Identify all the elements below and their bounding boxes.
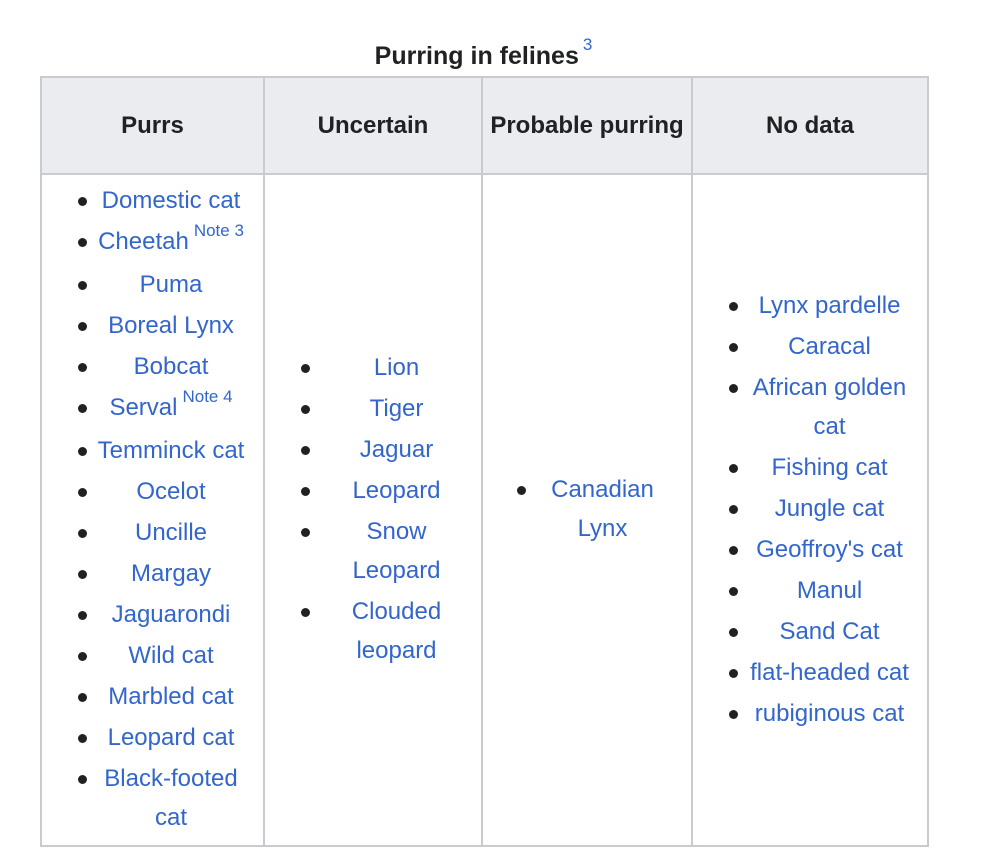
list-item-text <box>330 592 463 670</box>
list-item <box>729 286 915 325</box>
cell-uncertain <box>264 174 482 846</box>
list-item <box>729 368 915 446</box>
species-link[interactable]: Ocelot <box>136 478 206 505</box>
note-reference-link[interactable]: Note 3 <box>193 221 244 240</box>
bullet-icon <box>78 281 87 290</box>
list-item <box>78 431 249 470</box>
bullet-icon <box>301 446 310 455</box>
list-item-text <box>330 430 463 469</box>
bullet-icon <box>729 343 738 352</box>
bullet-icon <box>729 384 738 393</box>
bullet-icon <box>78 734 87 743</box>
bullet-icon <box>78 197 87 206</box>
species-link[interactable]: Temminck cat <box>97 437 245 464</box>
species-link[interactable]: Geoffroy's cat <box>756 535 903 563</box>
species-link[interactable]: Wild cat <box>128 642 214 669</box>
list-item <box>78 554 249 593</box>
list-item-text <box>744 653 915 692</box>
species-link[interactable]: Lynx pardelle <box>758 291 901 319</box>
list-item-text <box>93 431 249 470</box>
list-item-text <box>93 554 249 593</box>
bullet-icon <box>78 529 87 538</box>
species-link[interactable]: Leopard <box>352 477 441 504</box>
bullet-icon <box>729 302 738 311</box>
species-link[interactable]: Puma <box>139 271 203 298</box>
list-item <box>78 718 249 757</box>
list-item-text <box>93 306 249 345</box>
no-data-list <box>693 286 927 733</box>
bullet-icon <box>78 238 87 247</box>
species-link[interactable]: Serval <box>109 394 178 421</box>
list-item <box>301 592 463 670</box>
list-item <box>517 470 669 548</box>
header-row <box>41 77 928 174</box>
list-item <box>301 348 463 387</box>
list-item-text <box>744 286 915 325</box>
species-link[interactable]: Lion <box>373 354 420 381</box>
list-item-text <box>93 265 249 304</box>
list-item <box>78 595 249 634</box>
species-link[interactable]: rubiginous cat <box>754 699 905 727</box>
list-item-text <box>93 595 249 634</box>
bullet-icon <box>729 505 738 514</box>
cell-no-data <box>692 174 928 846</box>
list-item-text <box>744 368 915 446</box>
bullet-icon <box>729 710 738 719</box>
species-link[interactable]: Jungle cat <box>774 494 885 522</box>
list-item <box>729 327 915 366</box>
list-item <box>78 222 249 263</box>
bullet-icon <box>78 570 87 579</box>
species-link[interactable]: Domestic cat <box>101 187 241 214</box>
bullet-icon <box>78 404 87 413</box>
list-item <box>729 571 915 610</box>
caption-reference[interactable]: 3 <box>582 35 593 54</box>
list-item <box>729 489 915 528</box>
cell-purrs <box>41 174 264 846</box>
bullet-icon <box>301 528 310 537</box>
bullet-icon <box>729 669 738 678</box>
list-item-text <box>744 612 915 651</box>
header-probable-purring: Probable purring <box>482 77 692 174</box>
body-row <box>41 174 928 846</box>
list-item <box>729 612 915 651</box>
list-item <box>78 677 249 716</box>
header-uncertain: Uncertain <box>264 77 482 174</box>
header-purrs: Purrs <box>41 77 264 174</box>
list-item-text <box>93 759 249 837</box>
species-link[interactable]: Tiger <box>369 395 424 422</box>
species-link[interactable]: Boreal Lynx <box>108 312 234 339</box>
probable-list <box>483 470 691 548</box>
bullet-icon <box>729 587 738 596</box>
species-link[interactable]: African golden cat <box>752 373 907 440</box>
list-item <box>78 472 249 511</box>
species-link[interactable]: Marbled cat <box>108 683 234 710</box>
species-link[interactable]: flat-headed cat <box>750 658 909 686</box>
species-link[interactable]: Manul <box>796 576 863 604</box>
uncertain-list <box>265 348 481 670</box>
bullet-icon <box>78 693 87 702</box>
list-item <box>729 530 915 569</box>
list-item-text <box>330 389 463 428</box>
list-item <box>78 388 249 429</box>
list-item-text <box>744 327 915 366</box>
species-link[interactable]: Clouded leopard <box>351 598 442 664</box>
bullet-icon <box>301 608 310 617</box>
caption-title: Purring in felines <box>374 42 579 70</box>
bullet-icon <box>78 652 87 661</box>
list-item <box>78 306 249 345</box>
cell-probable <box>482 174 692 846</box>
species-link[interactable]: Snow Leopard <box>352 518 441 584</box>
list-item <box>729 653 915 692</box>
note-reference-link[interactable]: Note 4 <box>182 387 233 406</box>
bullet-icon <box>301 487 310 496</box>
list-item <box>78 265 249 304</box>
list-item <box>729 448 915 487</box>
list-item-text <box>93 222 249 263</box>
purring-table <box>40 76 929 847</box>
list-item <box>301 430 463 469</box>
list-item-text <box>93 636 249 675</box>
species-link[interactable]: Margay <box>130 560 212 587</box>
bullet-icon <box>78 611 87 620</box>
species-link[interactable]: Black-footed cat <box>104 765 238 831</box>
list-item-text <box>744 571 915 610</box>
species-link[interactable]: Jaguar <box>359 436 434 463</box>
list-item-text <box>744 489 915 528</box>
species-link[interactable]: Cheetah <box>98 228 189 255</box>
bullet-icon <box>78 488 87 497</box>
list-item <box>729 694 915 733</box>
list-item <box>301 512 463 590</box>
list-item-text <box>330 348 463 387</box>
species-link[interactable]: Caracal <box>788 332 871 360</box>
list-item <box>78 181 249 220</box>
list-item <box>301 389 463 428</box>
header-no-data: No data <box>692 77 928 174</box>
bullet-icon <box>729 628 738 637</box>
list-item-text <box>744 694 915 733</box>
list-item-text <box>330 512 463 590</box>
bullet-icon <box>729 546 738 555</box>
bullet-icon <box>78 447 87 456</box>
list-item <box>301 471 463 510</box>
bullet-icon <box>301 364 310 373</box>
list-item <box>78 636 249 675</box>
purrs-list <box>42 181 263 837</box>
list-item <box>78 347 249 386</box>
species-link[interactable]: Fishing cat <box>771 453 888 481</box>
list-item-text <box>93 181 249 220</box>
list-item-text <box>330 471 463 510</box>
species-link[interactable]: Uncille <box>134 519 208 546</box>
list-item-text <box>744 448 915 487</box>
list-item-text <box>744 530 915 569</box>
species-link[interactable]: Jaguarondi <box>111 601 231 628</box>
list-item-text <box>93 718 249 757</box>
bullet-icon <box>301 405 310 414</box>
list-item-text <box>93 677 249 716</box>
list-item-text <box>536 470 669 548</box>
species-link[interactable]: Leopard cat <box>107 724 235 751</box>
list-item-text <box>93 347 249 386</box>
bullet-icon <box>78 322 87 331</box>
species-link[interactable]: Canadian Lynx <box>551 476 654 542</box>
bullet-icon <box>729 464 738 473</box>
list-item <box>78 759 249 837</box>
species-link[interactable]: Bobcat <box>133 353 209 380</box>
bullet-icon <box>78 775 87 784</box>
bullet-icon <box>517 486 526 495</box>
bullet-icon <box>78 363 87 372</box>
list-item-text <box>93 388 249 429</box>
list-item <box>78 513 249 552</box>
list-item-text <box>93 472 249 511</box>
species-link[interactable]: Sand Cat <box>779 617 880 645</box>
list-item-text <box>93 513 249 552</box>
